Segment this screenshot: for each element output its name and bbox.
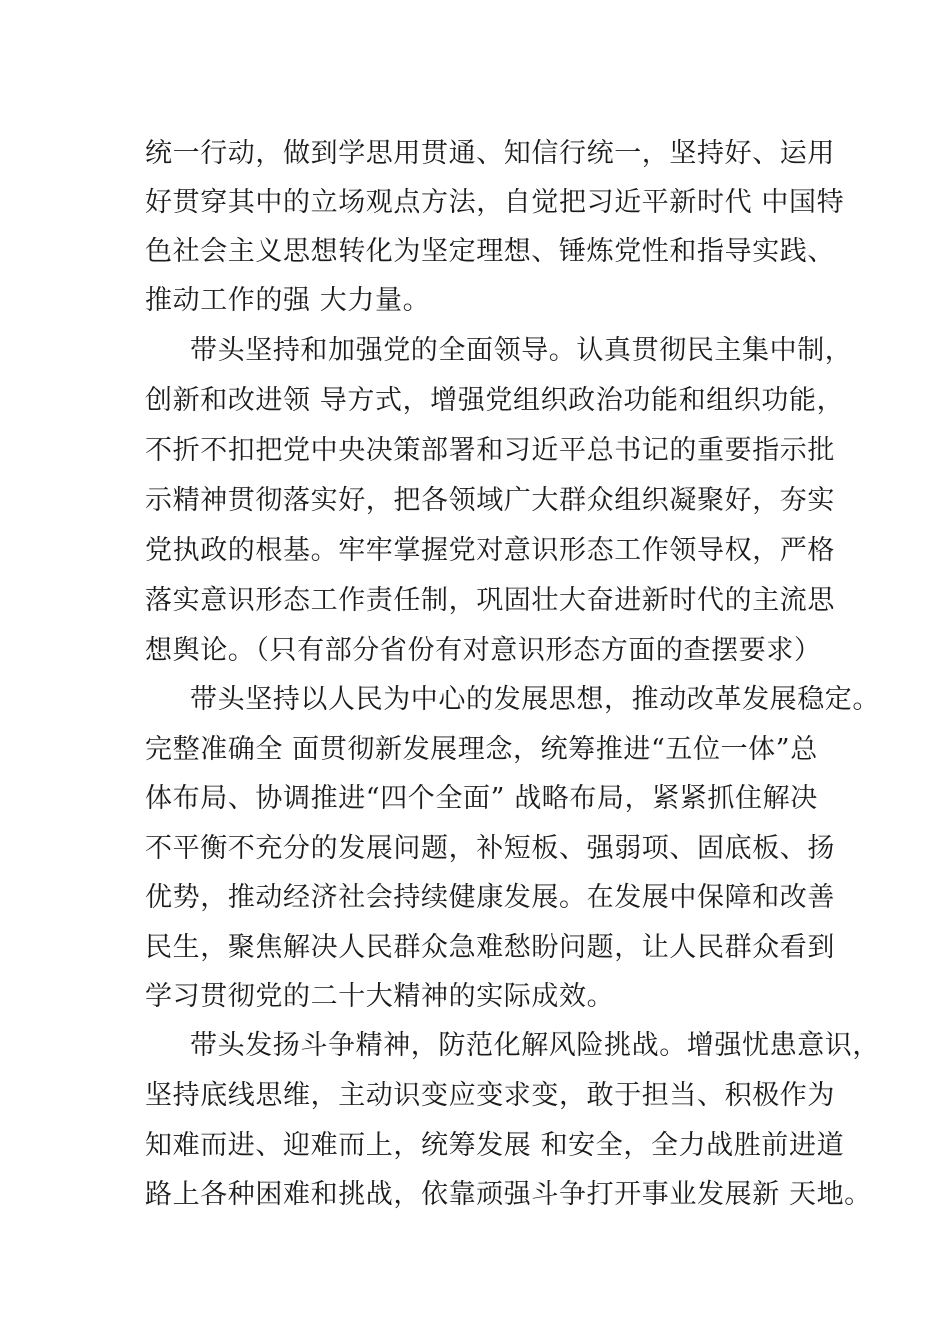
paragraph-first-line: 带头坚持和加强党的全面领导。认真贯彻民主集中制， bbox=[190, 335, 853, 366]
text-line: 示精神贯彻落实好，把各领域广大群众组织凝聚好，夯实 bbox=[145, 485, 835, 516]
text-line: 体布局、协调推进“四个全面” 战略布局，紧紧抓住解决 bbox=[145, 783, 818, 814]
text-line: 色社会主义思想转化为坚定理想、锤炼党性和指导实践、 bbox=[145, 236, 835, 267]
text-line: 创新和改进领 导方式，增强党组织政治功能和组织功能， bbox=[145, 385, 845, 416]
text-line: 落实意识形态工作责任制，巩固壮大奋进新时代的主流思 bbox=[145, 585, 835, 616]
text-line: 路上各种困难和挑战，依靠顽强斗争打开事业发展新 天地。 bbox=[145, 1179, 872, 1210]
text-line: 推动工作的强 大力量。 bbox=[145, 285, 431, 316]
text-line: 统一行动，做到学思用贯通、知信行统一，坚持好、运用 bbox=[145, 138, 835, 169]
text-line: 完整准确全 面贯彻新发展理念，统筹推进“五位一体”总 bbox=[145, 734, 818, 765]
text-line: 不折不扣把党中央决策部署和习近平总书记的重要指示批 bbox=[145, 435, 835, 466]
paragraph-first-line: 带头发扬斗争精神，防范化解风险挑战。增强忧患意识， bbox=[190, 1030, 880, 1061]
text-line: 民生，聚焦解决人民群众急难愁盼问题，让人民群众看到 bbox=[145, 932, 835, 963]
text-line: 想舆论。（只有部分省份有对意识形态方面的查摆要求） bbox=[145, 635, 822, 666]
text-line: 坚持底线思维，主动识变应变求变，敢于担当、积极作为 bbox=[145, 1080, 835, 1111]
text-line: 好贯穿其中的立场观点方法，自觉把习近平新时代 中国特 bbox=[145, 187, 845, 218]
text-line: 知难而进、迎难而上，统筹发展 和安全，全力战胜前进道 bbox=[145, 1130, 845, 1161]
text-line: 不平衡不充分的发展问题，补短板、强弱项、固底板、扬 bbox=[145, 833, 835, 864]
paragraph-first-line: 带头坚持以人民为中心的发展思想，推动改革发展稳定。 bbox=[190, 684, 880, 715]
text-line: 优势，推动经济社会持续健康发展。在发展中保障和改善 bbox=[145, 882, 835, 913]
text-line: 学习贯彻党的二十大精神的实际成效。 bbox=[145, 981, 615, 1012]
text-line: 党执政的根基。牢牢掌握党对意识形态工作领导权，严格 bbox=[145, 535, 835, 566]
